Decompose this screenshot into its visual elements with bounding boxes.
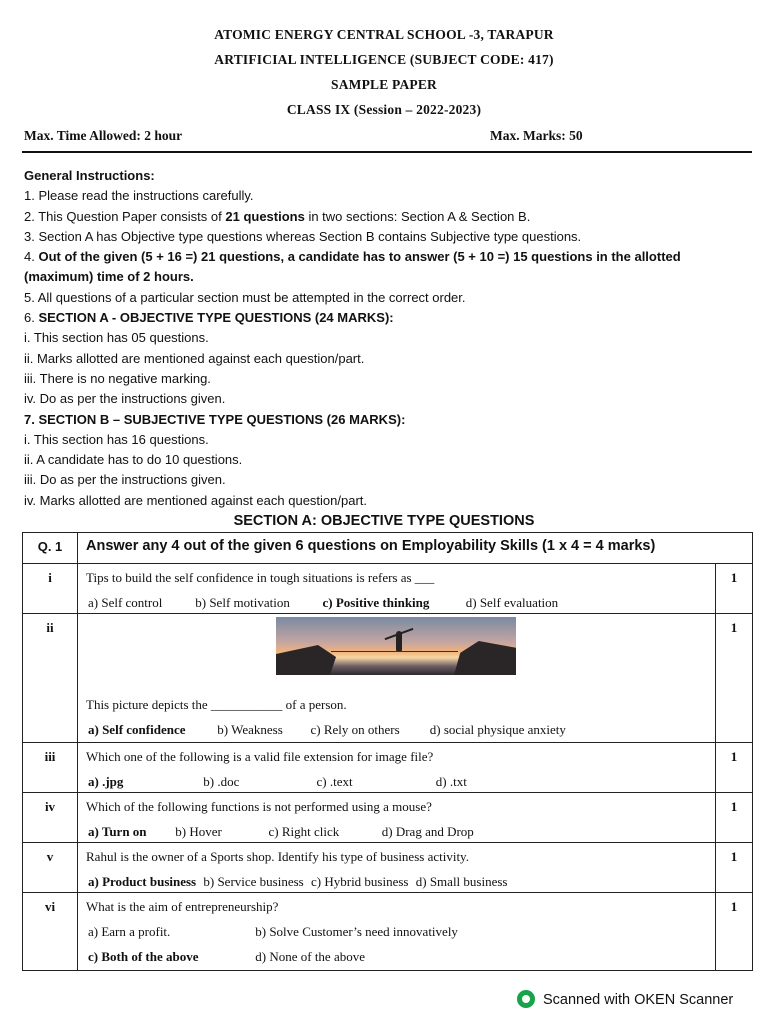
options-line [86, 824, 707, 840]
person-figure [396, 631, 402, 651]
instruction-2 [24, 207, 754, 227]
school-name: ATOMIC ENERGY CENTRAL SCHOOL -3, TARAPUR [214, 27, 554, 42]
header-divider [22, 151, 752, 153]
option-c: c) Rely on others [310, 722, 400, 737]
option-d: d) Small business [415, 874, 508, 889]
max-time: Max. Time Allowed: 2 hour [24, 128, 183, 143]
question-text: Which one of the following is a valid file extension for image file? [86, 749, 434, 764]
table-row [23, 893, 753, 971]
option-b: b) Service business [203, 874, 304, 889]
question-table [22, 532, 753, 971]
oken-scanner-logo-icon [517, 990, 535, 1008]
instruction-4-cont [24, 267, 754, 287]
table-row [23, 743, 753, 793]
option-c: c) .text [316, 774, 353, 789]
question-number: iii [23, 743, 78, 793]
q1-header-row [23, 533, 753, 564]
question-cell [78, 843, 716, 893]
question-number: i [23, 564, 78, 614]
instruction-1: 1. Please read the instructions carefully. [24, 188, 254, 204]
right-cliff [454, 641, 516, 675]
option-c: c) Positive thinking [322, 595, 430, 610]
question-number: v [23, 843, 78, 893]
watermark-text: Scanned with OKEN Scanner [543, 992, 734, 1008]
question-cell [78, 893, 716, 971]
instruction-6-start: 6. [24, 310, 39, 326]
option-a: a) Product business [88, 874, 197, 889]
options-line-1 [86, 924, 707, 940]
option-d: d) Drag and Drop [381, 824, 474, 839]
question-mark: 1 [716, 843, 753, 893]
question-text: This picture depicts the ___________ of a person. [86, 697, 347, 712]
option-a: a) Turn on [88, 824, 147, 839]
question-mark: 1 [716, 743, 753, 793]
table-row [23, 793, 753, 843]
max-marks: Max. Marks: 50 [490, 128, 583, 143]
option-d: d) None of the above [255, 949, 365, 964]
options-line [86, 595, 707, 611]
instruction-4-bold: Out of the given (5 + 16 =) 21 questions, a candidate has to answer (5 + 10 =) 15 questions in the allotted [38, 249, 681, 265]
question-cell [78, 564, 716, 614]
question-cell [78, 793, 716, 843]
question-mark: 1 [716, 614, 753, 743]
left-cliff [276, 645, 336, 675]
instructions-title: General Instructions: [24, 168, 155, 183]
instruction-5: 5. All questions of a particular section must be attempted in the correct order. [24, 289, 466, 305]
subject-title: ARTIFICIAL INTELLIGENCE (SUBJECT CODE: 417) [214, 52, 554, 67]
question-mark: 1 [716, 564, 753, 614]
section-a-rule-3: iii. There is no negative marking. [24, 370, 211, 386]
question-text: Rahul is the owner of a Sports shop. Identify his type of business activity. [86, 849, 469, 864]
option-b: b) .doc [203, 774, 240, 789]
option-a: a) Self confidence [88, 722, 186, 737]
instruction-2-bold: 21 questions [225, 208, 305, 224]
instruction-3: 3. Section A has Objective type questions whereas Section B contains Subjective type questions. [24, 228, 582, 244]
general-instructions [24, 166, 754, 511]
tightrope-picture [276, 617, 516, 675]
section-b-rule-2: ii. A candidate has to do 10 questions. [24, 452, 243, 468]
option-b: b) Hover [175, 824, 222, 839]
option-c: c) Both of the above [88, 949, 199, 964]
section-a-rule-2: ii. Marks allotted are mentioned against each question/part. [24, 350, 365, 366]
question-cell [78, 743, 716, 793]
question-text: Which of the following functions is not performed using a mouse? [86, 799, 432, 814]
option-b: b) Weakness [217, 722, 283, 737]
question-mark: 1 [716, 893, 753, 971]
instruction-6 [24, 308, 754, 328]
table-row [23, 564, 753, 614]
q1-number: Q. 1 [23, 533, 78, 564]
options-line [86, 722, 707, 738]
instruction-6-bold: SECTION A - OBJECTIVE TYPE QUESTIONS (24 MARKS): [38, 310, 394, 326]
section-b-rule-3: iii. Do as per the instructions given. [24, 472, 226, 488]
section-b-rule-1: i. This section has 16 questions. [24, 431, 209, 447]
option-a: a) Earn a profit. [88, 924, 171, 939]
section-a-title: SECTION A: OBJECTIVE TYPE QUESTIONS [233, 513, 535, 529]
option-a: a) Self control [88, 595, 163, 610]
option-d: d) Self evaluation [465, 595, 559, 610]
scanner-watermark [517, 990, 733, 1008]
rope [331, 651, 458, 652]
instruction-4-start: 4. [24, 249, 39, 265]
option-c: c) Right click [268, 824, 340, 839]
option-d: d) .txt [435, 774, 467, 789]
table-row [23, 843, 753, 893]
question-mark: 1 [716, 793, 753, 843]
options-line-2 [86, 949, 707, 965]
option-b: b) Self motivation [195, 595, 290, 610]
question-text: What is the aim of entrepreneurship? [86, 899, 279, 914]
instruction-4-bold-cont: (maximum) time of 2 hours. [24, 269, 194, 285]
options-line [86, 874, 707, 890]
question-number: iv [23, 793, 78, 843]
option-b: b) Solve Customer’s need innovatively [255, 924, 458, 939]
question-number: ii [23, 614, 78, 743]
instruction-2-start: 2. This Question Paper consists of [24, 208, 226, 224]
section-a-rule-1: i. This section has 05 questions. [24, 330, 209, 346]
question-cell [78, 614, 716, 743]
instruction-2-end: in two sections: Section A & Section B. [304, 208, 531, 224]
option-c: c) Hybrid business [311, 874, 409, 889]
paper-title: SAMPLE PAPER [330, 77, 438, 92]
instruction-4 [24, 247, 754, 267]
q1-title: Answer any 4 out of the given 6 questions on Employability Skills (1 x 4 = 4 marks) [78, 533, 753, 564]
section-b-rule-4: iv. Marks allotted are mentioned against each question/part. [24, 492, 368, 508]
option-d: d) social physique anxiety [429, 722, 566, 737]
instruction-7: 7. SECTION B – SUBJECTIVE TYPE QUESTIONS (26 MARKS): [24, 411, 406, 427]
table-row [23, 614, 753, 743]
class-session: CLASS IX (Session – 2022-2023) [286, 102, 482, 117]
options-line [86, 774, 707, 790]
question-number: vi [23, 893, 78, 971]
section-a-rule-4: iv. Do as per the instructions given. [24, 391, 226, 407]
question-text: Tips to build the self confidence in tough situations is refers as ___ [86, 570, 435, 585]
option-a: a) .jpg [88, 774, 124, 789]
